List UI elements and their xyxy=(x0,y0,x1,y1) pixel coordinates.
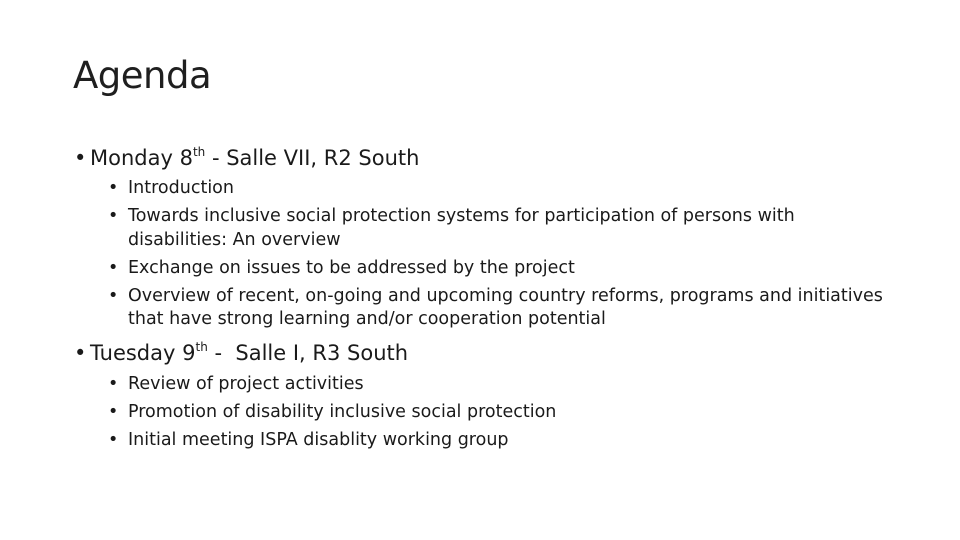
day-ordinal: th xyxy=(192,145,206,159)
list-item xyxy=(108,429,888,453)
list-item-text: Initial meeting ISPA disablity working group xyxy=(128,429,509,450)
list-item xyxy=(108,205,888,252)
list-item-text: Introduction xyxy=(128,178,234,198)
list-item xyxy=(108,257,888,281)
venue-label: - Salle VII, R2 South xyxy=(205,146,420,170)
day-label: Tuesday 9 xyxy=(90,341,196,365)
agenda-day-monday xyxy=(74,146,419,170)
bullet-icon: • xyxy=(108,374,119,394)
agenda-day-tuesday xyxy=(74,341,408,365)
bullet-icon: • xyxy=(108,401,119,422)
venue-label: - Salle I, R3 South xyxy=(207,341,409,365)
list-item xyxy=(108,373,888,397)
list-item-text: Exchange on issues to be addressed by the project xyxy=(128,257,575,278)
day-label: Monday 8 xyxy=(90,146,193,170)
bullet-icon: • xyxy=(108,257,119,278)
list-item-text: Review of project activities xyxy=(128,374,364,394)
agenda-items-monday xyxy=(108,177,888,336)
list-item xyxy=(108,401,888,425)
list-item-text: Promotion of disability inclusive social protection xyxy=(128,401,557,422)
list-item-text: Towards inclusive social protection systems for participation of persons with disabilities: An overview xyxy=(128,205,795,250)
agenda-items-tuesday xyxy=(108,373,888,457)
bullet-icon: • xyxy=(108,205,119,226)
bullet-icon: • xyxy=(108,178,119,198)
bullet-icon: • xyxy=(74,146,87,170)
bullet-icon: • xyxy=(74,341,87,365)
list-item xyxy=(108,285,888,332)
list-item-text: Overview of recent, on-going and upcoming country reforms, programs and initiatives that have strong learning and/or cooperation potential xyxy=(128,285,883,330)
list-item xyxy=(108,177,888,201)
day-ordinal: th xyxy=(195,340,208,354)
bullet-icon: • xyxy=(108,429,119,450)
bullet-icon: • xyxy=(108,285,119,306)
slide-title: Agenda xyxy=(73,54,212,97)
